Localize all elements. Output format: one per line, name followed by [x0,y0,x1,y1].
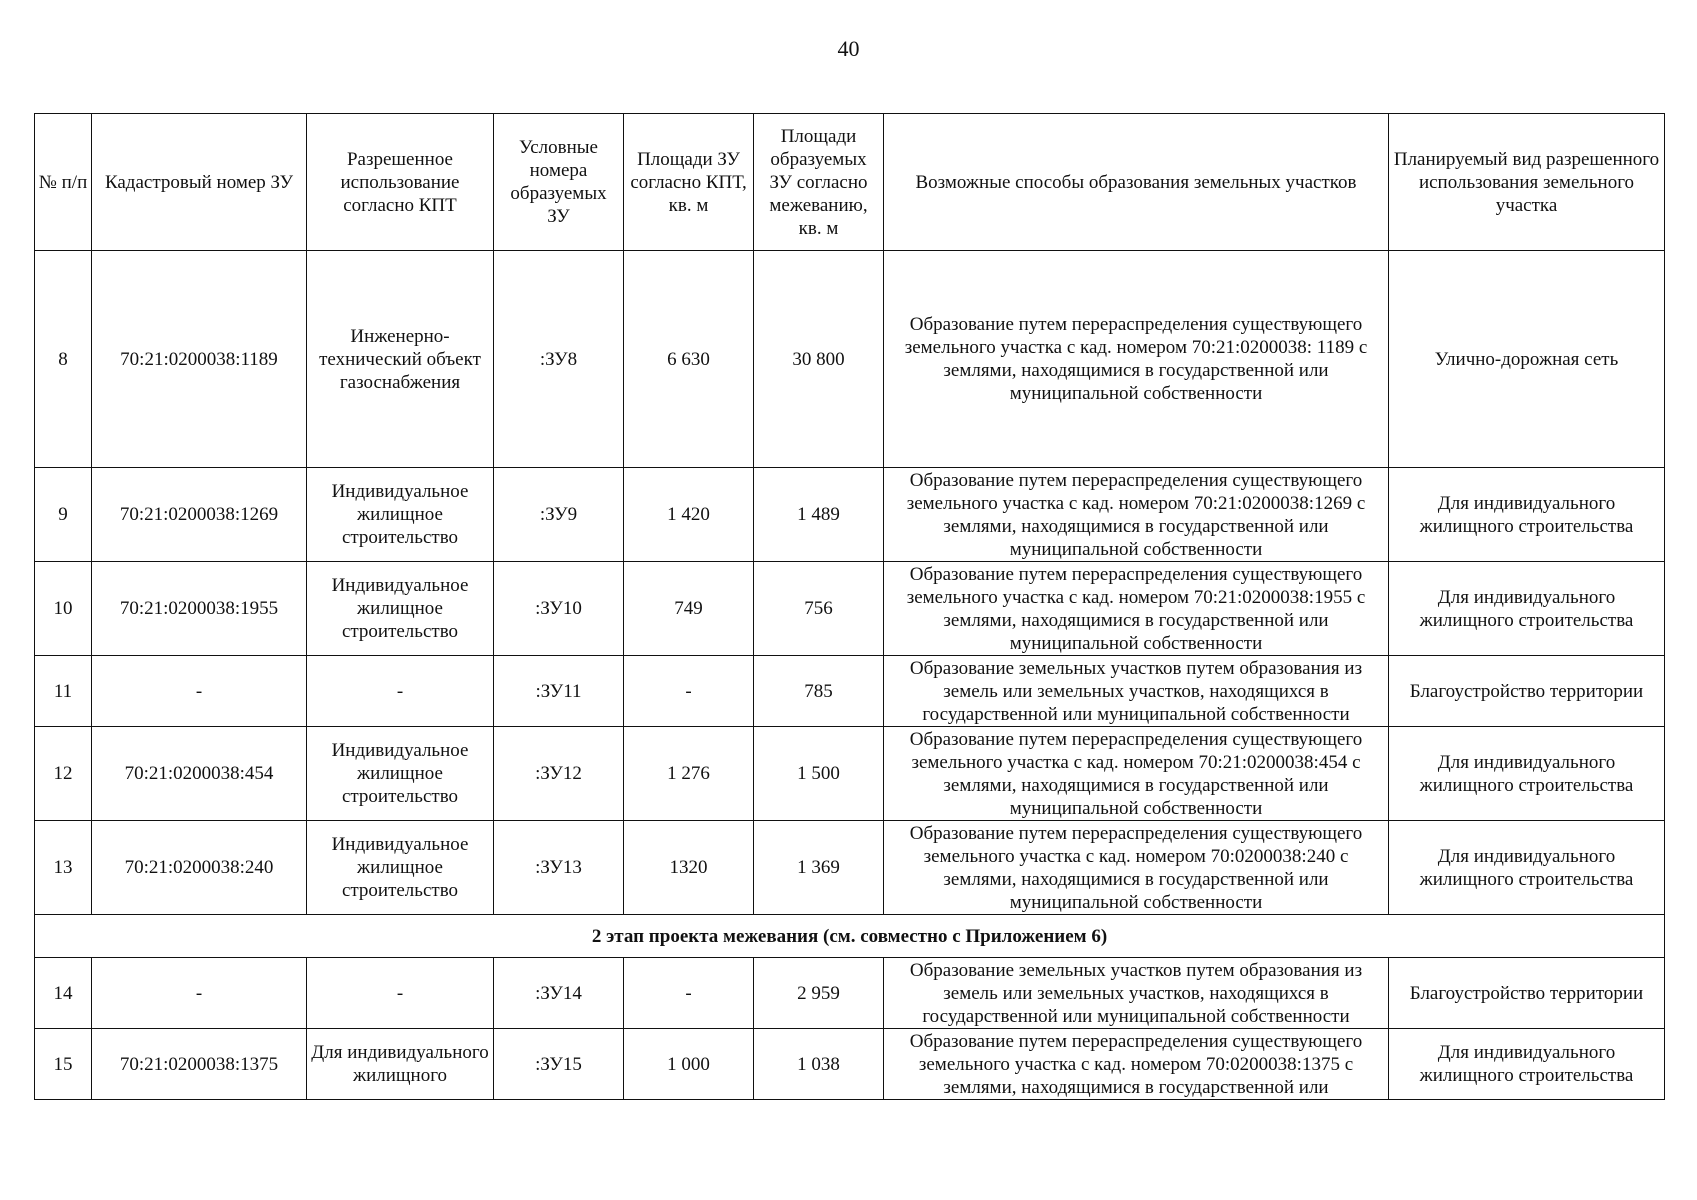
cell-area-survey: 1 500 [754,727,884,821]
cell-num: 15 [35,1029,92,1100]
header-planned-use: Планируемый вид разрешенного использования земельного участка [1389,114,1665,251]
header-cadastral: Кадастровый номер ЗУ [92,114,307,251]
header-permitted-use: Разрешенное использование согласно КПТ [307,114,494,251]
cell-planned: Для индивидуального жилищного строительства [1389,821,1665,915]
cell-method: Образование земельных участков путем образования из земель или земельных участков, находящихся в государственной или муниципальной собственности [884,958,1389,1029]
cell-cadastral: - [92,958,307,1029]
cell-cond: :ЗУ10 [494,562,624,656]
cell-num: 10 [35,562,92,656]
table-row [35,656,1665,727]
table-row [35,1029,1665,1100]
cell-planned: Благоустройство территории [1389,656,1665,727]
cell-area-kpt: 749 [624,562,754,656]
cell-use: Инженерно-технический объект газоснабжения [307,251,494,468]
cell-num: 14 [35,958,92,1029]
cell-cond: :ЗУ15 [494,1029,624,1100]
cell-use: Индивидуальное жилищное строительство [307,727,494,821]
cell-cond: :ЗУ8 [494,251,624,468]
stage-label: 2 этап проекта межевания (см. совместно с Приложением 6) [35,915,1665,958]
table-row [35,821,1665,915]
cell-method: Образование путем перераспределения существующего земельного участка с кад. номером 70:0200038:1375 с землями, находящимися в государственной или [884,1029,1389,1100]
table-row [35,251,1665,468]
cell-area-survey: 30 800 [754,251,884,468]
cell-cond: :ЗУ14 [494,958,624,1029]
table-row [35,468,1665,562]
cell-area-kpt: - [624,958,754,1029]
cell-cadastral: 70:21:0200038:240 [92,821,307,915]
cell-method: Образование путем перераспределения существующего земельного участка с кад. номером 70:21:0200038:454 с землями, находящимися в государственной или муниципальной собственности [884,727,1389,821]
cell-planned: Благоустройство территории [1389,958,1665,1029]
cell-cond: :ЗУ13 [494,821,624,915]
page-number: 40 [837,36,860,61]
cell-cadastral: 70:21:0200038:1269 [92,468,307,562]
cell-area-kpt: 1 000 [624,1029,754,1100]
cell-area-survey: 1 369 [754,821,884,915]
cell-area-survey: 2 959 [754,958,884,1029]
cell-num: 12 [35,727,92,821]
cell-num: 11 [35,656,92,727]
cell-num: 13 [35,821,92,915]
table-row [35,958,1665,1029]
table-header-row [35,114,1665,251]
stage-row [35,915,1665,958]
cell-cadastral: 70:21:0200038:1375 [92,1029,307,1100]
cell-planned: Для индивидуального жилищного строительства [1389,468,1665,562]
cell-planned: Для индивидуального жилищного строительства [1389,562,1665,656]
cell-cadastral: - [92,656,307,727]
cell-planned: Улично-дорожная сеть [1389,251,1665,468]
cell-cadastral: 70:21:0200038:454 [92,727,307,821]
cell-method: Образование земельных участков путем образования из земель или земельных участков, находящихся в государственной или муниципальной собственности [884,656,1389,727]
cell-method: Образование путем перераспределения существующего земельного участка с кад. номером 70:21:0200038: 1189 с землями, находящимися в государственной или муниципальной собственности [884,251,1389,468]
cell-area-survey: 1 038 [754,1029,884,1100]
table-row [35,727,1665,821]
header-area-kpt: Площади ЗУ согласно КПТ, кв. м [624,114,754,251]
cell-use: - [307,958,494,1029]
cell-method: Образование путем перераспределения существующего земельного участка с кад. номером 70:21:0200038:1269 с землями, находящимися в государственной или муниципальной собственности [884,468,1389,562]
cell-area-kpt: 1 276 [624,727,754,821]
cell-use: Для индивидуального жилищного [307,1029,494,1100]
cell-area-kpt: 1320 [624,821,754,915]
cell-use: Индивидуальное жилищное строительство [307,468,494,562]
cell-planned: Для индивидуального жилищного строительства [1389,1029,1665,1100]
cell-use: Индивидуальное жилищное строительство [307,821,494,915]
cell-area-survey: 756 [754,562,884,656]
cell-use: Индивидуальное жилищное строительство [307,562,494,656]
cell-area-survey: 785 [754,656,884,727]
cell-area-survey: 1 489 [754,468,884,562]
header-conditional-numbers: Условные номера образуемых ЗУ [494,114,624,251]
cell-area-kpt: - [624,656,754,727]
header-area-survey: Площади образуемых ЗУ согласно межеванию, кв. м [754,114,884,251]
header-num: № п/п [35,114,92,251]
header-methods: Возможные способы образования земельных участков [884,114,1389,251]
cell-cadastral: 70:21:0200038:1189 [92,251,307,468]
cell-cond: :ЗУ11 [494,656,624,727]
cell-planned: Для индивидуального жилищного строительства [1389,727,1665,821]
cell-cond: :ЗУ9 [494,468,624,562]
cell-method: Образование путем перераспределения существующего земельного участка с кад. номером 70:21:0200038:1955 с землями, находящимися в государственной или муниципальной собственности [884,562,1389,656]
cell-area-kpt: 6 630 [624,251,754,468]
table-row [35,562,1665,656]
cell-cond: :ЗУ12 [494,727,624,821]
cell-num: 8 [35,251,92,468]
cell-use: - [307,656,494,727]
cell-method: Образование путем перераспределения существующего земельного участка с кад. номером 70:0200038:240 с землями, находящимися в государственной или муниципальной собственности [884,821,1389,915]
land-plots-table [34,113,1665,1100]
cell-area-kpt: 1 420 [624,468,754,562]
cell-cadastral: 70:21:0200038:1955 [92,562,307,656]
cell-num: 9 [35,468,92,562]
